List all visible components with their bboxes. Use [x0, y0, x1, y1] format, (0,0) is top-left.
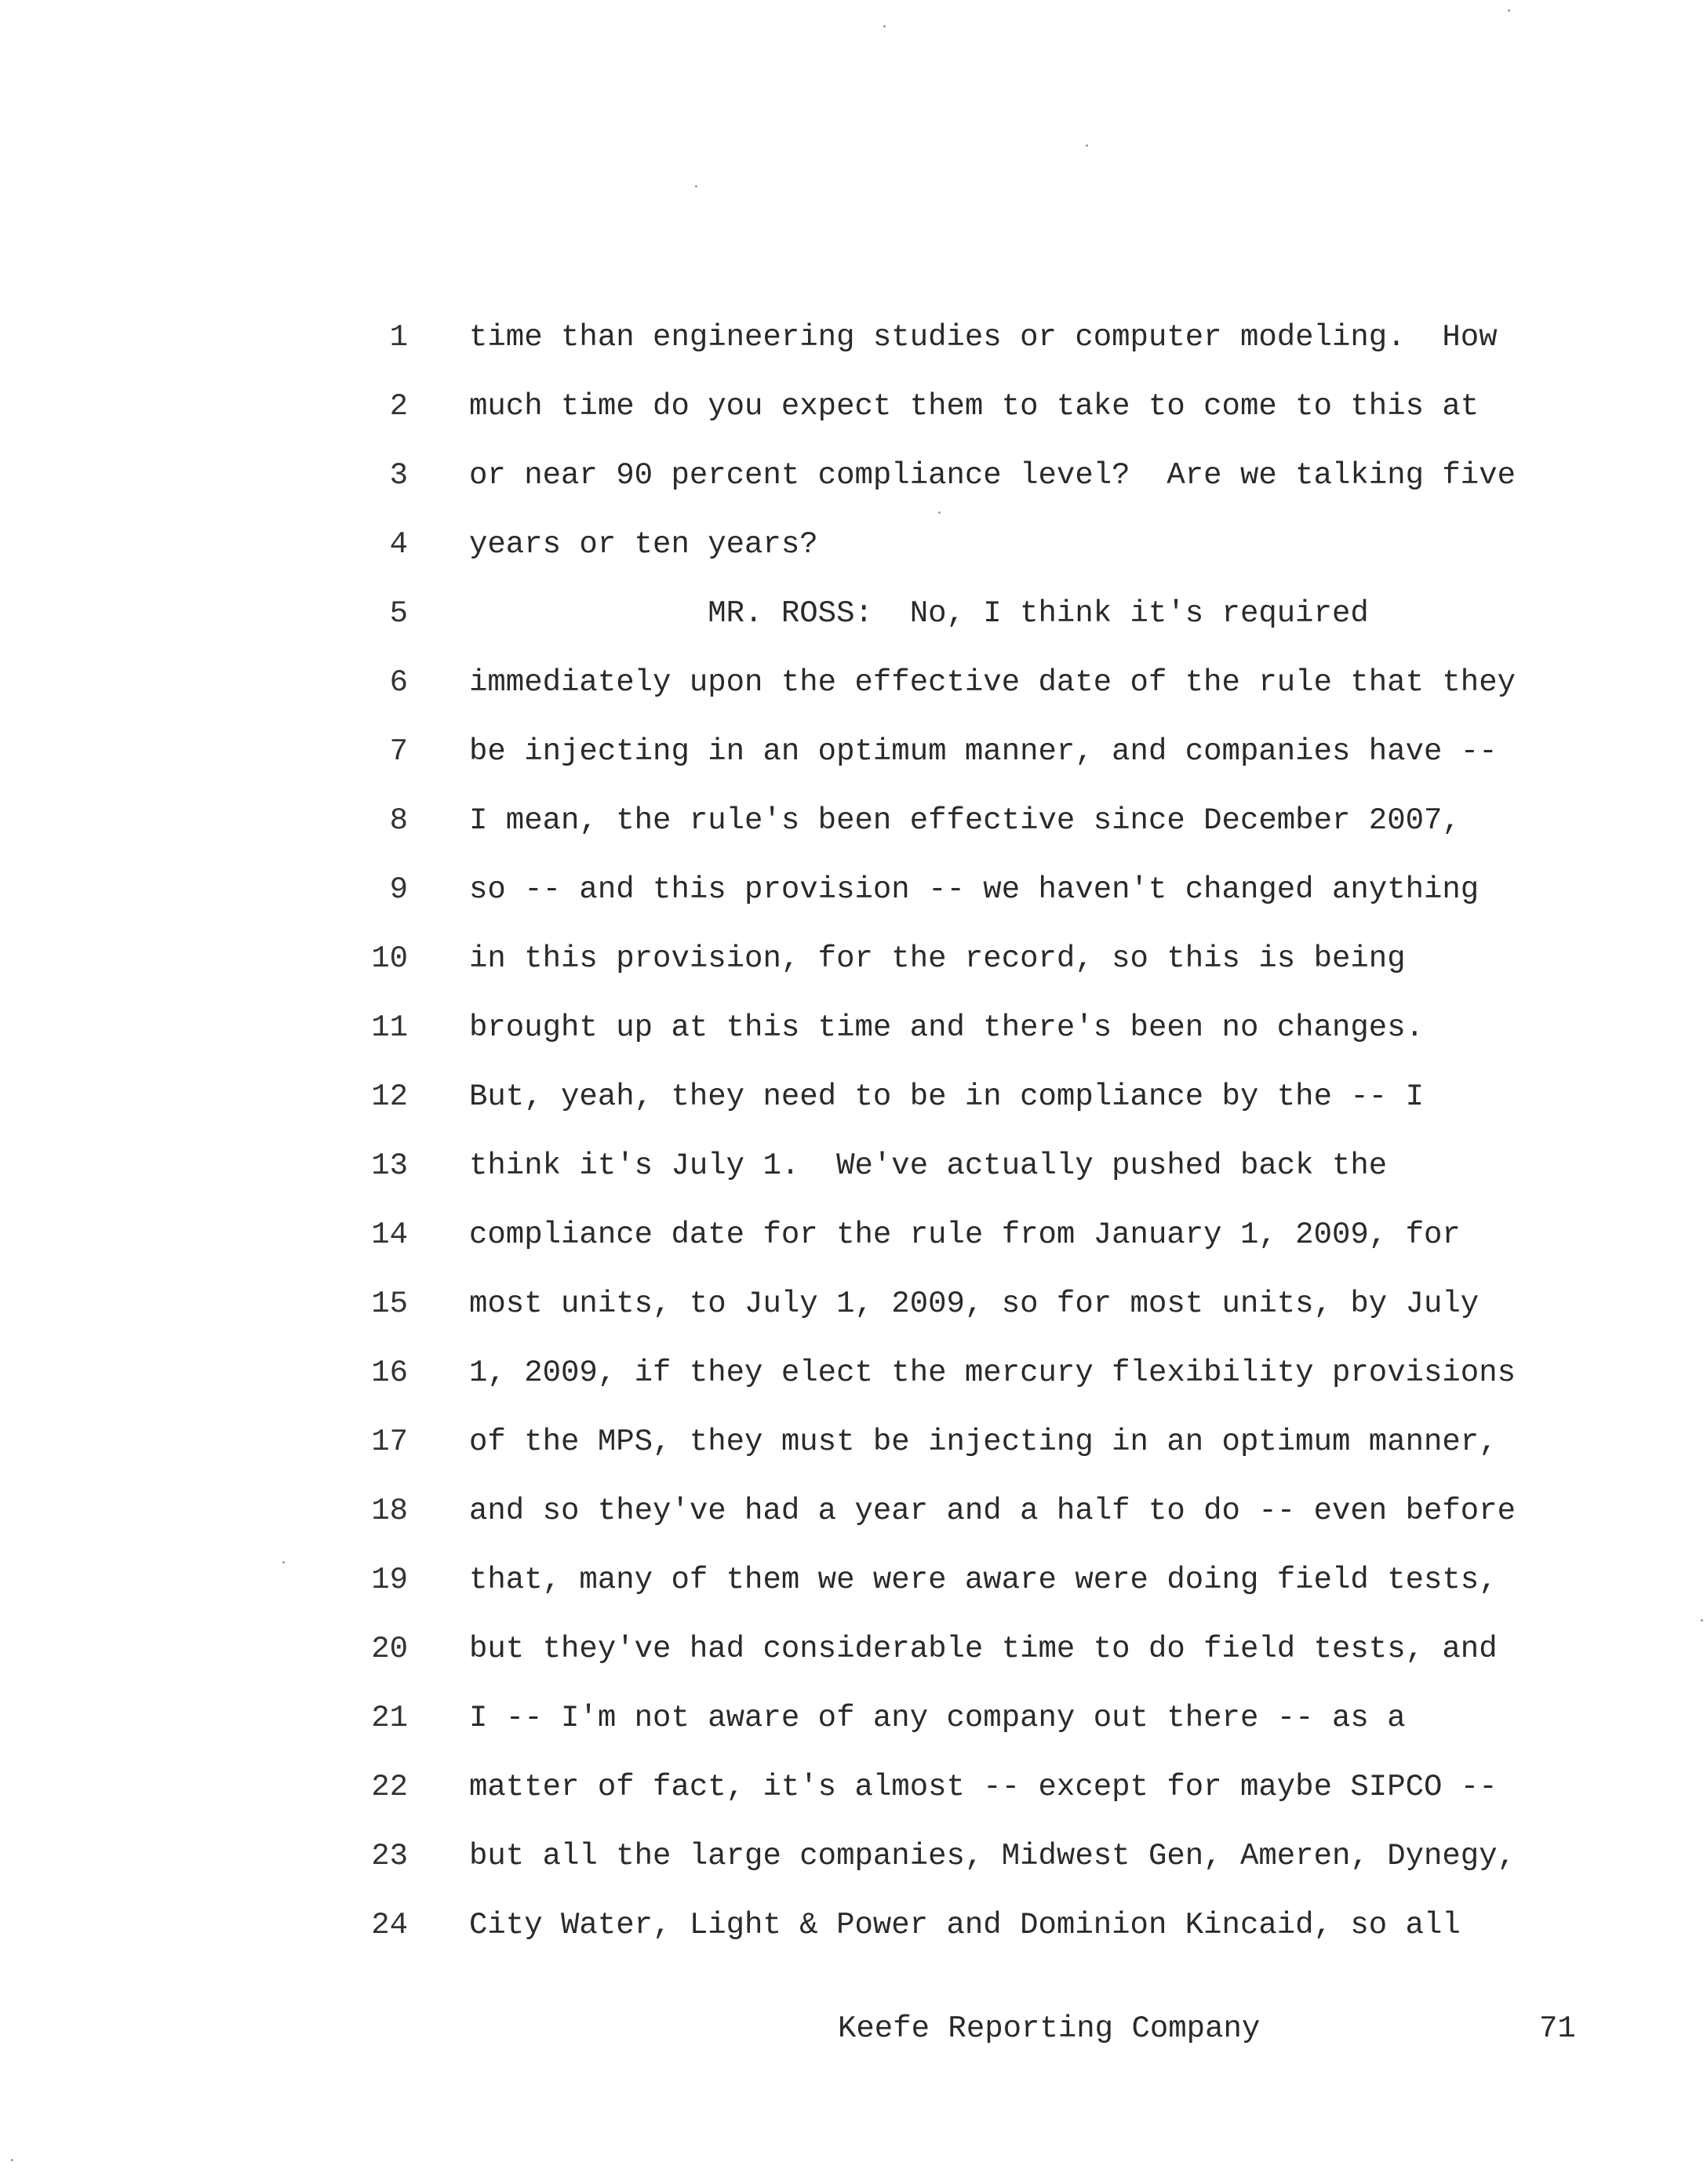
line-number: 2: [389, 389, 408, 424]
line-number: 22: [371, 1770, 408, 1804]
scan-speck: [1086, 144, 1088, 147]
line-number: 19: [371, 1563, 408, 1597]
transcript-line: City Water, Light & Power and Dominion Kincaid, so all: [469, 1908, 1461, 1942]
line-number: 24: [371, 1908, 408, 1942]
scan-speck: [1508, 9, 1510, 12]
transcript-line: brought up at this time and there's been no changes.: [469, 1010, 1424, 1045]
line-number: 3: [389, 458, 408, 493]
transcript-line: most units, to July 1, 2009, so for most units, by July: [469, 1287, 1480, 1321]
transcript-line: much time do you expect them to take to come to this at: [469, 389, 1480, 424]
transcript-line: MR. ROSS: No, I think it's required: [469, 596, 1369, 631]
transcript-line: and so they've had a year and a half to do -- even before: [469, 1494, 1516, 1528]
line-number: 10: [371, 941, 408, 976]
transcript-line: but they've had considerable time to do field tests, and: [469, 1632, 1498, 1666]
transcript-line: or near 90 percent compliance level? Are we talking five: [469, 458, 1516, 493]
transcript-line: in this provision, for the record, so this is being: [469, 941, 1406, 976]
scan-speck: [11, 2159, 13, 2161]
transcript-line: that, many of them we were aware were doing field tests,: [469, 1563, 1498, 1597]
transcript-line: immediately upon the effective date of the rule that they: [469, 665, 1516, 700]
page-number: 71: [1539, 2011, 1576, 2046]
transcript-line: compliance date for the rule from January 1, 2009, for: [469, 1218, 1461, 1252]
transcript-line: time than engineering studies or computer modeling. How: [469, 320, 1498, 355]
line-number: 14: [371, 1218, 408, 1252]
line-number: 15: [371, 1287, 408, 1321]
transcript-line: of the MPS, they must be injecting in an optimum manner,: [469, 1425, 1498, 1459]
scan-speck: [282, 1561, 285, 1563]
transcript-line: years or ten years?: [469, 527, 818, 562]
line-number: 11: [371, 1010, 408, 1045]
line-number: 16: [371, 1356, 408, 1390]
footer-company-name: Keefe Reporting Company: [838, 2011, 1261, 2046]
transcript-line: matter of fact, it's almost -- except for maybe SIPCO --: [469, 1770, 1498, 1804]
transcript-line: but all the large companies, Midwest Gen, Ameren, Dynegy,: [469, 1839, 1516, 1873]
line-number: 12: [371, 1079, 408, 1114]
transcript-line: think it's July 1. We've actually pushed back the: [469, 1148, 1388, 1183]
transcript-line: I mean, the rule's been effective since December 2007,: [469, 803, 1461, 838]
transcript-line: I -- I'm not aware of any company out there -- as a: [469, 1701, 1406, 1735]
line-number: 6: [389, 665, 408, 700]
transcript-line: so -- and this provision -- we haven't changed anything: [469, 872, 1480, 907]
transcript-line: 1, 2009, if they elect the mercury flexibility provisions: [469, 1356, 1516, 1390]
scan-speck: [695, 185, 697, 187]
line-number: 23: [371, 1839, 408, 1873]
line-number: 17: [371, 1425, 408, 1459]
transcript-line: But, yeah, they need to be in compliance by the -- I: [469, 1079, 1424, 1114]
line-number: 21: [371, 1701, 408, 1735]
line-number: 20: [371, 1632, 408, 1666]
line-number: 1: [389, 320, 408, 355]
line-number: 4: [389, 527, 408, 562]
line-number: 7: [389, 734, 408, 769]
line-number: 18: [371, 1494, 408, 1528]
scan-speck: [883, 25, 886, 27]
line-number: 13: [371, 1148, 408, 1183]
line-number: 9: [389, 872, 408, 907]
scan-speck: [1701, 1619, 1703, 1622]
scan-speck: [938, 511, 941, 514]
line-number: 5: [389, 596, 408, 631]
line-number: 8: [389, 803, 408, 838]
transcript-line: be injecting in an optimum manner, and companies have --: [469, 734, 1498, 769]
